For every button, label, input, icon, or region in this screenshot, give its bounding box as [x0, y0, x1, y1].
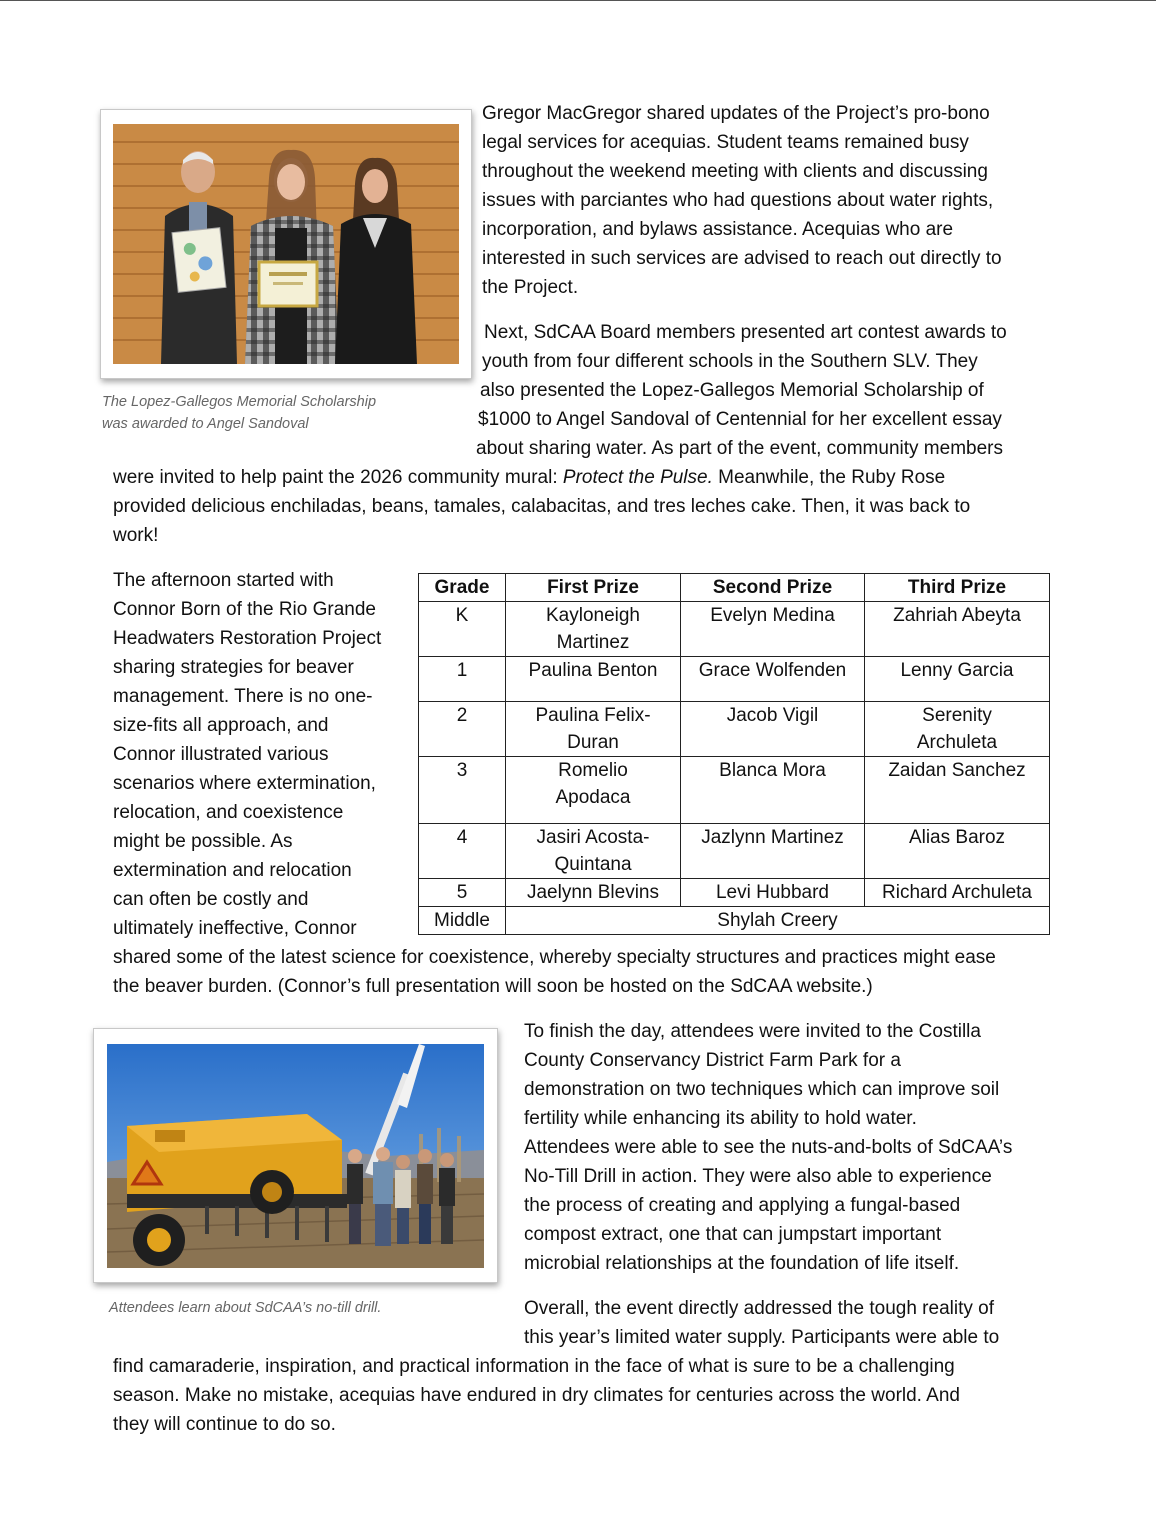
art-contest-awards-table	[418, 573, 1050, 935]
cell-first-prize	[506, 702, 681, 757]
cell-first-prize	[506, 824, 681, 879]
text-line: extermination and relocation	[113, 860, 352, 881]
cell-line: Apodaca	[555, 787, 631, 808]
cell-second-prize: Grace Wolfenden	[681, 657, 865, 702]
text-line: compost extract, one that can jumpstart important	[524, 1224, 942, 1245]
cell-line: Paulina Felix-	[535, 705, 651, 726]
cell-grade: 3	[419, 757, 506, 824]
text-line: the Project.	[482, 277, 579, 298]
cell-second-prize: Jazlynn Martinez	[681, 824, 865, 879]
header-third-prize: Third Prize	[865, 574, 1050, 602]
cell-third-prize	[865, 702, 1050, 757]
cell-line: Romelio	[558, 760, 628, 781]
cell-grade: K	[419, 602, 506, 657]
text-line: demonstration on two techniques which can improve soil	[524, 1079, 1000, 1100]
drill-photo-frame	[93, 1028, 498, 1283]
table-row	[419, 602, 1050, 657]
text-span: were invited to help paint the 2026 community mural:	[113, 467, 563, 488]
page-top-rule	[0, 0, 1156, 1]
header-second-prize: Second Prize	[681, 574, 865, 602]
text-line: shared some of the latest science for coexistence, whereby specialty structures and practices might ease	[113, 947, 996, 968]
cell-third-prize: Lenny Garcia	[865, 657, 1050, 702]
text-line: work!	[113, 525, 159, 546]
text-line: also presented the Lopez-Gallegos Memorial Scholarship of	[480, 380, 984, 401]
header-first-prize: First Prize	[506, 574, 681, 602]
cell-line: Kayloneigh	[545, 605, 641, 626]
text-line: management. There is no one-	[113, 686, 373, 707]
cell-third-prize: Alias Baroz	[865, 824, 1050, 879]
text-line: microbial relationships at the foundation of life itself.	[524, 1253, 960, 1274]
text-line: interested in such services are advised to reach out directly to	[482, 248, 1002, 269]
text-line: Connor illustrated various	[113, 744, 329, 765]
cell-grade: 2	[419, 702, 506, 757]
text-line: provided delicious enchiladas, beans, tamales, calabacitas, and tres leches cake. Then, it was back to	[113, 496, 971, 517]
text-line: size-fits all approach, and	[113, 715, 329, 736]
drill-photo-image	[107, 1044, 484, 1268]
scholarship-photo-image	[113, 124, 459, 364]
cell-third-prize: Zahriah Abeyta	[865, 602, 1050, 657]
text-line: To finish the day, attendees were invited to the Costilla	[524, 1021, 981, 1042]
table-row	[419, 757, 1050, 824]
table-header-row	[419, 574, 1050, 602]
text-line: The afternoon started with	[113, 570, 334, 591]
text-line: Headwaters Restoration Project	[113, 628, 382, 649]
cell-line: Quintana	[554, 854, 632, 875]
text-line: they will continue to do so.	[113, 1414, 336, 1435]
cell-second-prize: Jacob Vigil	[681, 702, 865, 757]
text-line: No-Till Drill in action. They were also able to experience	[524, 1166, 992, 1187]
cell-line: Archuleta	[916, 732, 998, 753]
table-row	[419, 879, 1050, 907]
cell-first-prize: Jaelynn Blevins	[506, 879, 681, 907]
text-line: might be possible. As	[113, 831, 293, 852]
scholarship-caption-line-1: The Lopez-Gallegos Memorial Scholarship	[102, 394, 377, 410]
cell-middle-winner: Shylah Creery	[506, 907, 1050, 935]
header-grade: Grade	[419, 574, 506, 602]
cell-line: Duran	[567, 732, 619, 753]
cell-first-prize: Paulina Benton	[506, 657, 681, 702]
text-line: season. Make no mistake, acequias have endured in dry climates for centuries across the world. And	[113, 1385, 960, 1406]
drill-photo	[107, 1044, 484, 1268]
text-line: the process of creating and applying a fungal-based	[524, 1195, 961, 1216]
text-line: Attendees were able to see the nuts-and-bolts of SdCAA’s	[524, 1137, 1013, 1158]
table-row	[419, 702, 1050, 757]
text-line: Connor Born of the Rio Grande	[113, 599, 376, 620]
text-line: $1000 to Angel Sandoval of Centennial for her excellent essay	[478, 409, 1002, 430]
cell-first-prize	[506, 757, 681, 824]
cell-grade: 5	[419, 879, 506, 907]
cell-grade: 1	[419, 657, 506, 702]
text-line: this year’s limited water supply. Participants were able to	[524, 1327, 1000, 1348]
text-line: issues with parciantes who had questions about water rights,	[482, 190, 994, 211]
text-line: youth from four different schools in the Southern SLV. They	[482, 351, 978, 372]
table-row	[419, 657, 1050, 702]
text-line: fertility while enhancing its ability to hold water.	[524, 1108, 917, 1129]
text-line: Next, SdCAA Board members presented art contest awards to	[484, 322, 1007, 343]
text-line: incorporation, and bylaws assistance. Acequias who are	[482, 219, 954, 240]
text-line: find camaraderie, inspiration, and practical information in the face of what is sure to be a challenging	[113, 1356, 955, 1377]
text-line: ultimately ineffective, Connor	[113, 918, 357, 939]
text-line	[113, 463, 945, 492]
text-line: the beaver burden. (Connor’s full presentation will soon be hosted on the SdCAA website.)	[113, 976, 873, 997]
table-row-middle	[419, 907, 1050, 935]
cell-grade: 4	[419, 824, 506, 879]
drill-caption: Attendees learn about SdCAA’s no-till drill.	[109, 1300, 382, 1316]
cell-line: Jasiri Acosta-	[536, 827, 650, 848]
scholarship-photo	[113, 124, 459, 364]
cell-grade: Middle	[419, 907, 506, 935]
cell-line: Serenity	[922, 705, 992, 726]
table-row	[419, 824, 1050, 879]
text-span: Meanwhile, the Ruby Rose	[712, 467, 946, 488]
text-line: legal services for acequias. Student teams remained busy	[482, 132, 969, 153]
text-line: about sharing water. As part of the event, community members	[476, 438, 1003, 459]
cell-third-prize: Zaidan Sanchez	[865, 757, 1050, 824]
mural-title: Protect the Pulse.	[562, 467, 713, 488]
cell-first-prize	[506, 602, 681, 657]
cell-line: Martinez	[556, 632, 630, 653]
text-line: sharing strategies for beaver	[113, 657, 354, 678]
text-line: Overall, the event directly addressed the tough reality of	[524, 1298, 994, 1319]
cell-third-prize: Richard Archuleta	[865, 879, 1050, 907]
scholarship-photo-frame	[100, 109, 472, 379]
text-line: relocation, and coexistence	[113, 802, 344, 823]
text-line: scenarios where extermination,	[113, 773, 376, 794]
cell-second-prize: Evelyn Medina	[681, 602, 865, 657]
cell-second-prize: Levi Hubbard	[681, 879, 865, 907]
cell-second-prize: Blanca Mora	[681, 757, 865, 824]
text-line: County Conservancy District Farm Park for a	[524, 1050, 901, 1071]
text-line: can often be costly and	[113, 889, 309, 910]
text-line: throughout the weekend meeting with clients and discussing	[482, 161, 988, 182]
scholarship-caption-line-2: was awarded to Angel Sandoval	[102, 416, 309, 432]
text-line: Gregor MacGregor shared updates of the Project’s pro-bono	[482, 103, 990, 124]
